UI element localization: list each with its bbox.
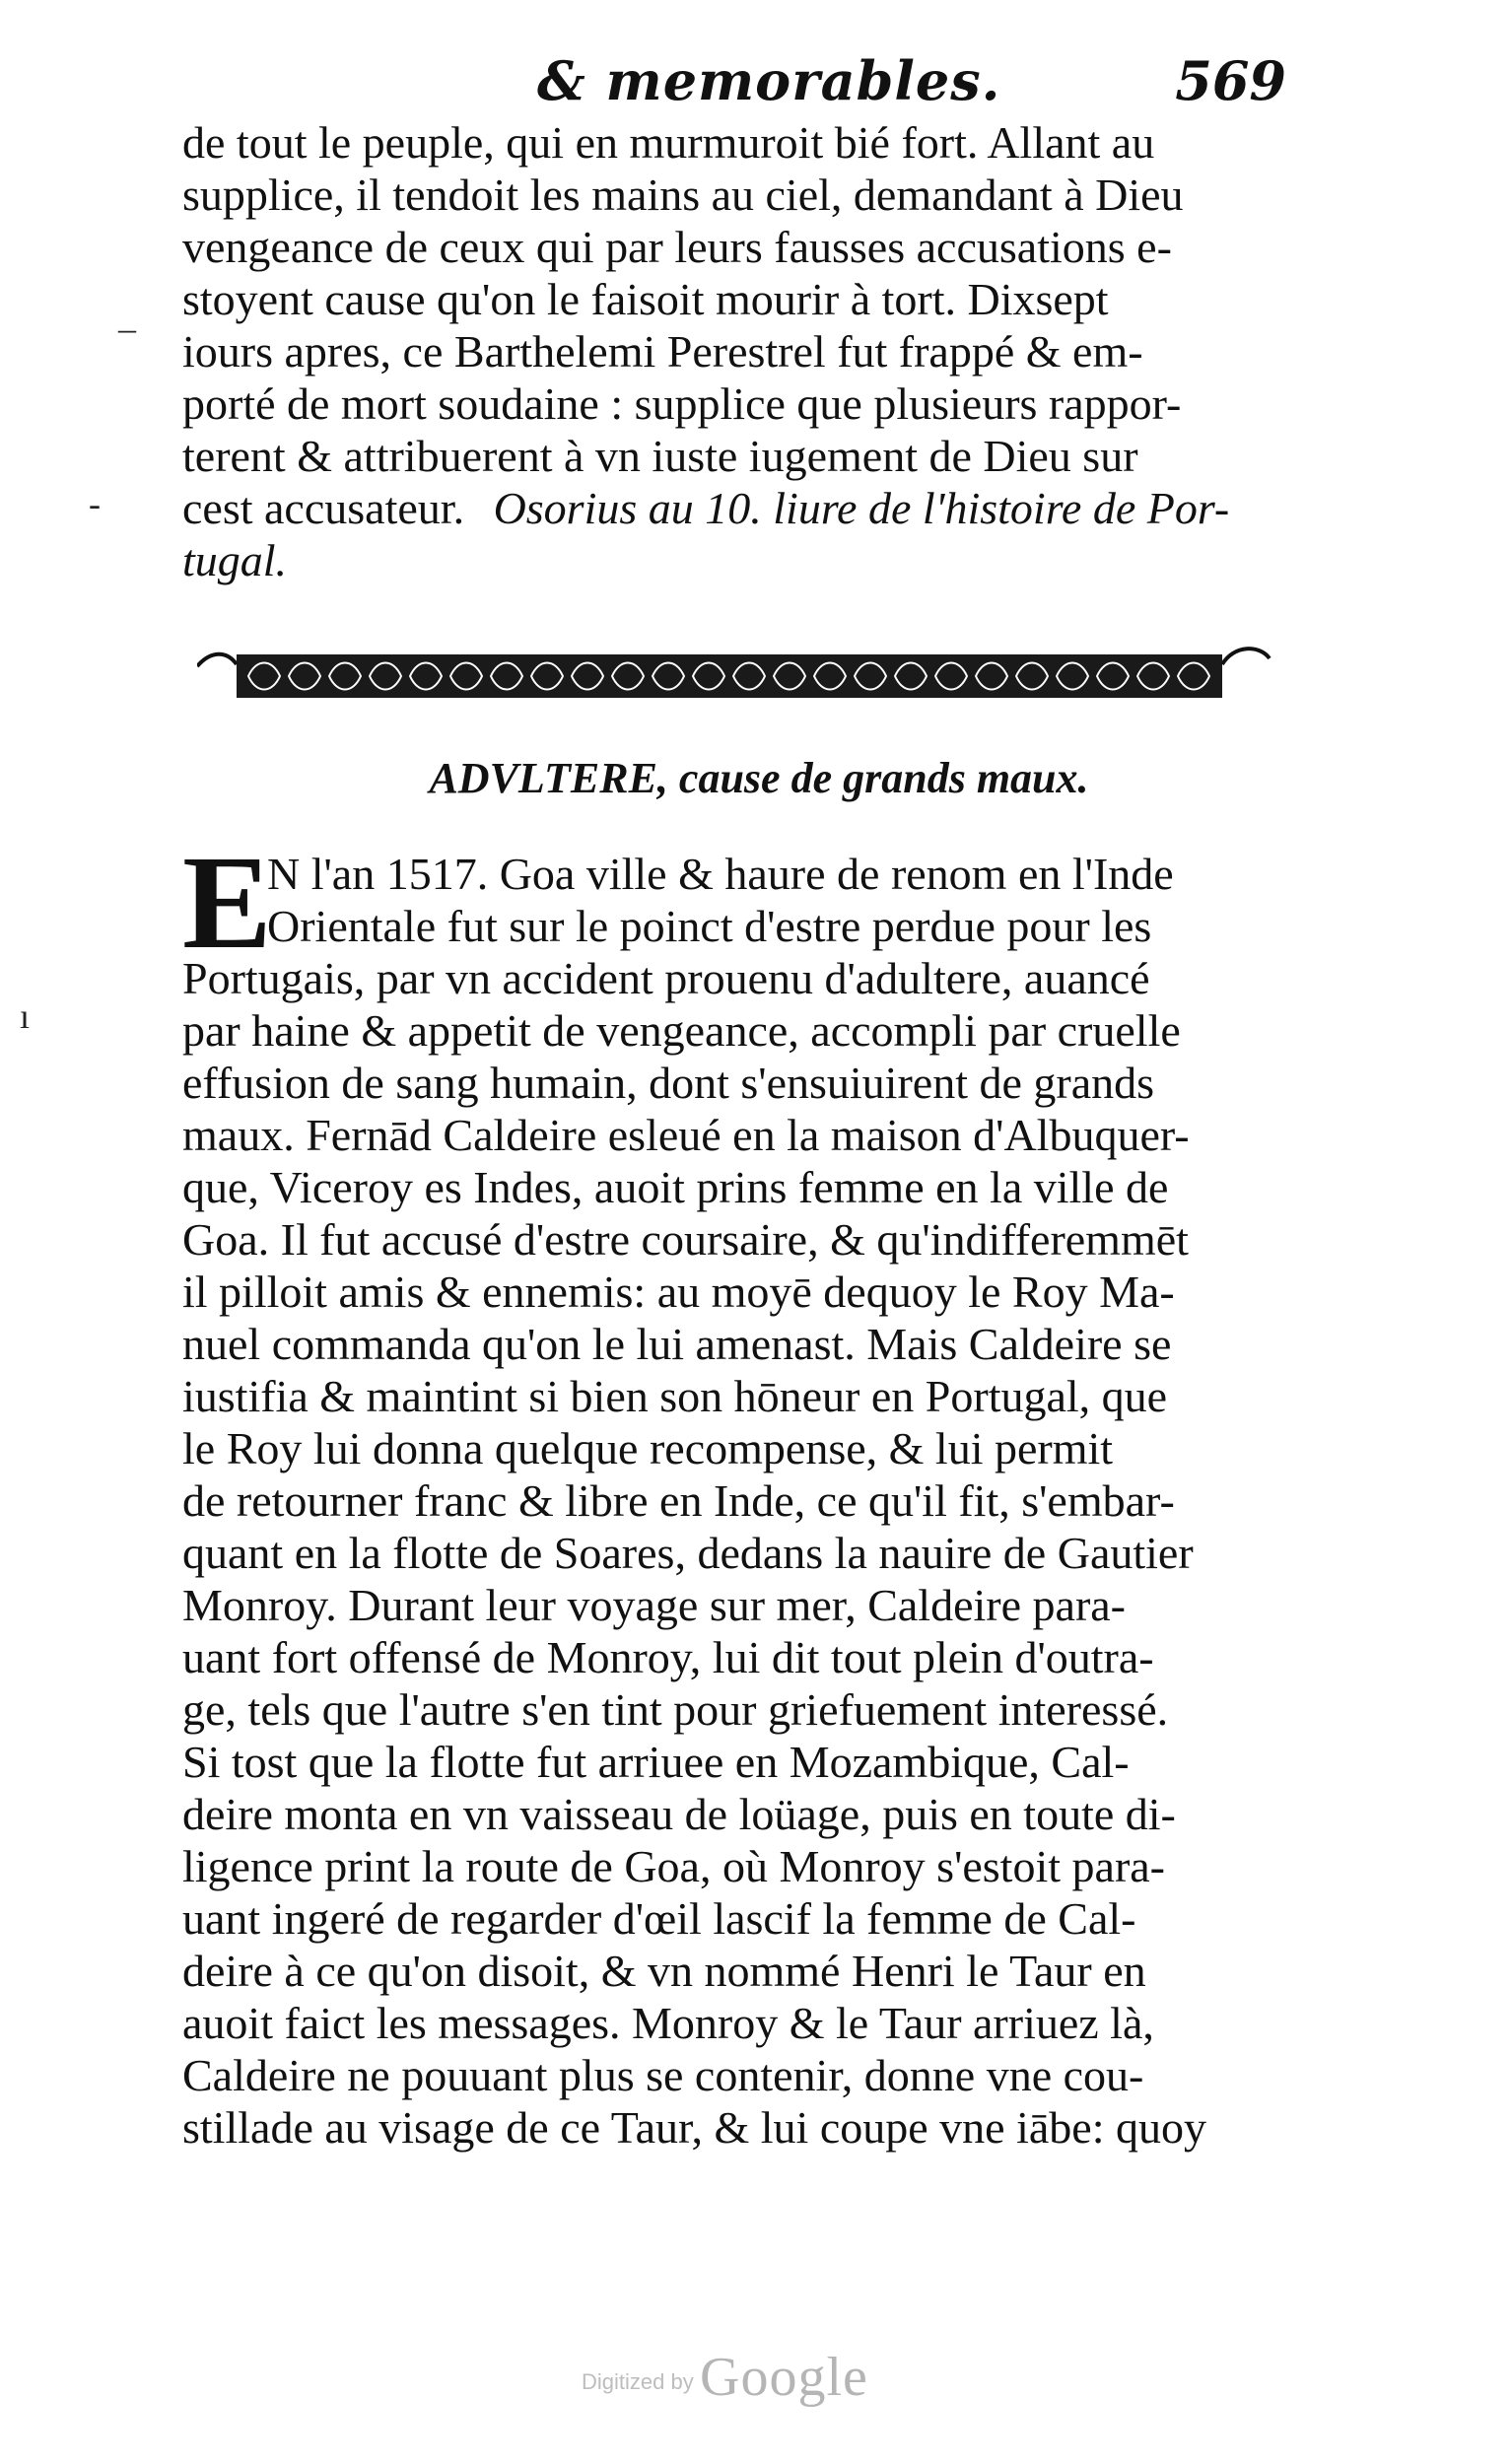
text-line: ligence print la route de Goa, où Monroy s'estoit para- — [182, 1841, 1165, 1891]
text-line: Orientale fut sur le poinct d'estre perdue pour les — [267, 901, 1152, 951]
source-citation: Osorius au 10. liure de l'histoire de Por- — [493, 483, 1230, 533]
text-line: Caldeire ne pouuant plus se contenir, donne vne cou- — [182, 2050, 1144, 2100]
text-line: Goa. Il fut accusé d'estre coursaire, & qu'indifferemmēt — [182, 1214, 1189, 1265]
text-line-with-citation — [182, 482, 1286, 534]
text-segment: cest accusateur. — [182, 483, 465, 533]
text-line: par haine & appetit de vengeance, accompli par cruelle — [182, 1005, 1181, 1056]
text-line: Monroy. Durant leur voyage sur mer, Caldeire para- — [182, 1580, 1126, 1630]
text-line: Portugais, par vn accident prouenu d'adultere, auancé — [182, 953, 1150, 1003]
text-line: iours apres, ce Barthelemi Perestrel fut frappé & em- — [182, 326, 1143, 376]
text-line: porté de mort soudaine : supplice que plusieurs rappor- — [182, 378, 1182, 429]
margin-mark: - — [89, 484, 101, 523]
text-line: deire à ce qu'on disoit, & vn nommé Henri le Taur en — [182, 1946, 1146, 1996]
section-title: ADVLTERE, cause de grands maux. — [429, 754, 1089, 802]
text-line: que, Viceroy es Indes, auoit prins femme en la ville de — [182, 1162, 1169, 1212]
text-line: N l'an 1517. Goa ville & haure de renom en l'Inde — [267, 849, 1174, 899]
ornament-bar — [237, 654, 1222, 698]
text-line: stillade au visage de ce Taur, & lui coupe vne iābe: quoy — [182, 2102, 1206, 2153]
text-line: nuel commanda qu'on le lui amenast. Mais Caldeire se — [182, 1319, 1172, 1369]
text-line: il pilloit amis & ennemis: au moyē dequoy le Roy Ma- — [182, 1266, 1175, 1317]
margin-mark: ı — [20, 996, 31, 1036]
page-number: 569 — [1175, 49, 1286, 112]
text-line: iustifia & maintint si bien son hōneur en Portugal, que — [182, 1371, 1168, 1421]
text-line: terent & attribuerent à vn iuste iugement de Dieu sur — [182, 431, 1138, 481]
text-line: Si tost que la flotte fut arriuee en Mozambique, Cal- — [182, 1737, 1130, 1787]
text-line: le Roy lui donna quelque recompense, & lui permit — [182, 1423, 1114, 1473]
text-line: ge, tels que l'autre s'en tint pour griefuement interessé. — [182, 1684, 1169, 1735]
paragraph-2 — [182, 829, 1286, 2154]
text-line: maux. Fernād Caldeire esleué en la maison d'Albuquer- — [182, 1110, 1190, 1160]
running-title: & memorables. — [537, 49, 1001, 112]
ornament-flourish-right — [1222, 649, 1270, 664]
paragraph-1 — [182, 116, 1286, 586]
ornament-flourish-left — [197, 654, 237, 666]
margin-mark: – — [118, 308, 136, 348]
text-line: stoyent cause qu'on le faisoit mourir à tort. Dixsept — [182, 274, 1109, 324]
text-line: auoit faict les messages. Monroy & le Taur arriuez là, — [182, 1998, 1154, 2048]
text-line: de tout le peuple, qui en murmuroit bié fort. Allant au — [182, 117, 1155, 168]
google-logo: Google — [700, 2347, 868, 2408]
text-line: quant en la flotte de Soares, dedans la nauire de Gautier — [182, 1528, 1194, 1578]
source-citation-end: tugal. — [182, 535, 288, 585]
text-line: de retourner franc & libre en Inde, ce qu'il fit, s'embar- — [182, 1475, 1175, 1526]
drop-cap: E — [182, 829, 272, 977]
digitization-watermark — [552, 2346, 966, 2415]
digitized-label: Digitized by — [582, 2369, 694, 2394]
text-line: uant fort offensé de Monroy, lui dit tout plein d'outra- — [182, 1632, 1154, 1682]
text-line: deire monta en vn vaisseau de loüage, puis en toute di- — [182, 1789, 1176, 1839]
ornamental-band — [197, 641, 1271, 712]
text-line: vengeance de ceux qui par leurs fausses accusations e- — [182, 222, 1172, 272]
text-line: uant ingeré de regarder d'œil lascif la femme de Cal- — [182, 1893, 1136, 1944]
text-line: supplice, il tendoit les mains au ciel, demandant à Dieu — [182, 170, 1184, 220]
text-line: effusion de sang humain, dont s'ensuiuirent de grands — [182, 1058, 1155, 1108]
